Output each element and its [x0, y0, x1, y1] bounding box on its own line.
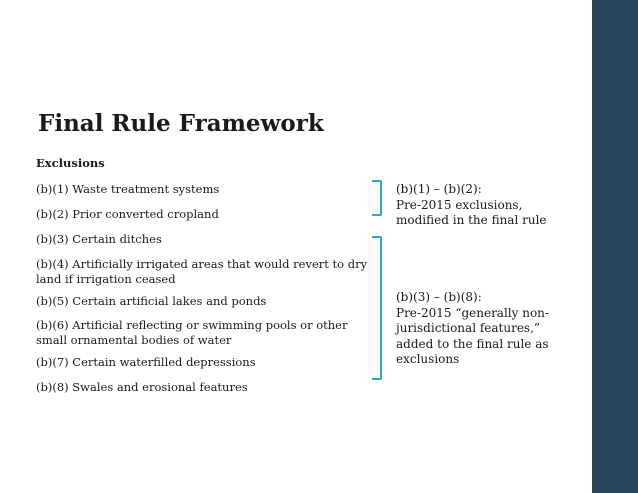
group-bracket-b1-b2: [372, 180, 382, 216]
exclusions-heading: Exclusions: [36, 156, 105, 170]
exclusion-item-b7: (b)(7) Certain waterfilled depressions: [36, 355, 256, 369]
exclusion-item-b5: (b)(5) Certain artificial lakes and ponds: [36, 294, 267, 308]
exclusion-item-b6: (b)(6) Artificial reflecting or swimming pools or other small ornamental bodies of water: [36, 318, 348, 347]
exclusion-item-b1: (b)(1) Waste treatment systems: [36, 182, 220, 196]
exclusion-item-b8: (b)(8) Swales and erosional features: [36, 380, 248, 394]
sidebar-accent-bar: [592, 0, 638, 493]
group-note-b3-b8: (b)(3) – (b)(8): Pre-2015 “generally non-jurisdictional features,” added to the final rule as exclusions: [396, 290, 549, 366]
group-bracket-b3-b8: [372, 236, 382, 380]
slide-title: Final Rule Framework: [38, 110, 324, 137]
exclusion-item-b3: (b)(3) Certain ditches: [36, 232, 162, 246]
exclusion-item-b2: (b)(2) Prior converted cropland: [36, 207, 219, 221]
exclusion-item-b4: (b)(4) Artificially irrigated areas that would revert to dry land if irrigation ceased: [36, 257, 368, 286]
group-note-b1-b2: (b)(1) – (b)(2): Pre-2015 exclusions, modified in the final rule: [396, 182, 547, 227]
